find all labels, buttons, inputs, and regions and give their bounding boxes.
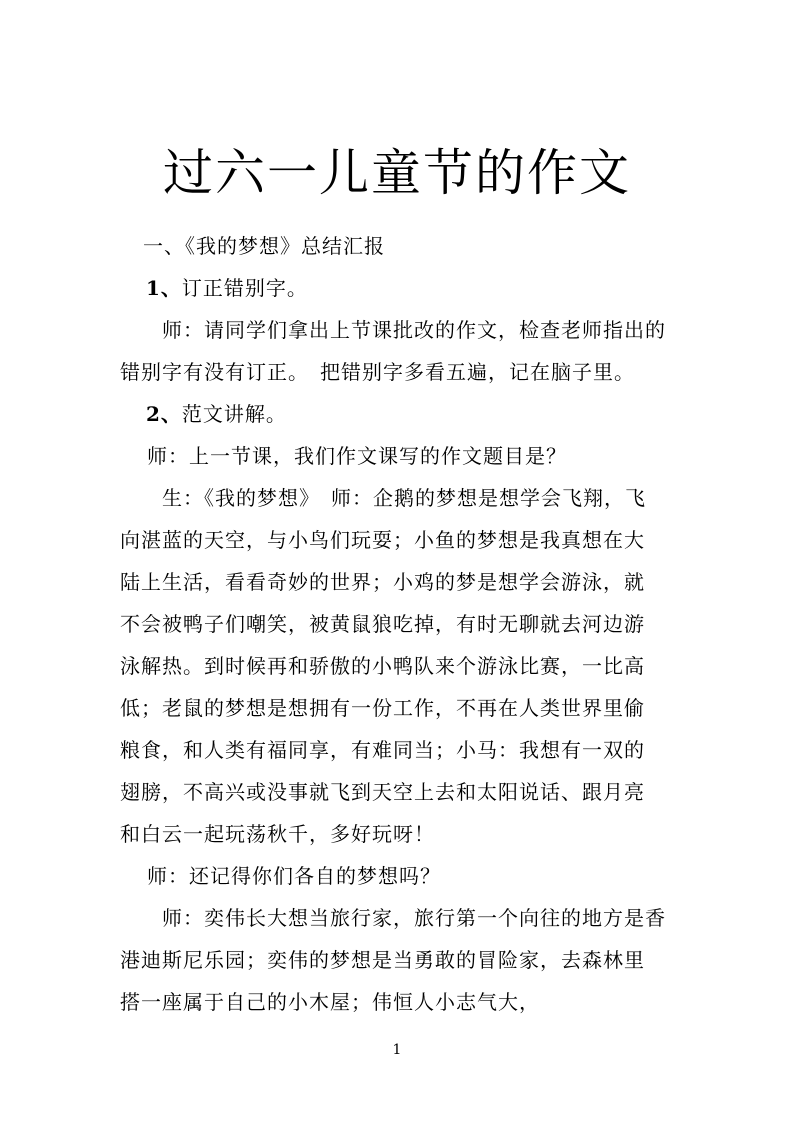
item-2-number: 2、 [146,402,182,426]
paragraph-5-line-2: 港迪斯尼乐园；奕伟的梦想是当勇敢的冒险家，去森林里 [120,948,645,972]
item-1-heading [146,274,308,302]
paragraph-3-line-2: 向湛蓝的天空，与小鸟们玩耍；小鱼的梦想是我真想在大 [120,528,645,552]
paragraph-1-line-2: 错别字有没有订正。 把错别字多看五遍，记在脑子里。 [120,360,635,384]
paragraph-3-line-9: 和白云一起玩荡秋千，多好玩呀！ [120,822,435,846]
paragraph-1-line-1: 师：请同学们拿出上节课批改的作文，检查老师指出的 [162,318,666,342]
document-title: 过六一儿童节的作文 [163,144,631,202]
paragraph-5-line-1: 师：奕伟长大想当旅行家，旅行第一个向往的地方是香 [162,906,666,930]
paragraph-2-line-1: 师：上一节课，我们作文课写的作文题目是？ [147,444,567,468]
paragraph-4-line-1: 师：还记得你们各自的梦想吗？ [147,864,441,888]
paragraph-3-line-7: 粮食，和人类有福同享，有难同当；小马：我想有一双的 [120,738,645,762]
item-2-text: 范文讲解。 [181,402,287,426]
paragraph-3-line-4: 不会被鸭子们嘲笑，被黄鼠狼吃掉，有时无聊就去河边游 [120,612,645,636]
paragraph-5-line-3: 搭一座属于自己的小木屋；伟恒人小志气大， [120,990,540,1014]
paragraph-3-line-8: 翅膀，不高兴或没事就飞到天空上去和太阳说话、跟月亮 [120,780,645,804]
item-1-text: 订正错别字。 [181,276,308,300]
section-heading: 一、《我的梦想》总结汇报 [143,234,385,258]
paragraph-3-line-5: 泳解热。到时候再和骄傲的小鸭队来个游泳比赛，一比高 [120,654,645,678]
page-number: 1 [392,1042,402,1058]
item-1-number: 1、 [146,276,182,300]
item-2-heading [146,400,287,428]
paragraph-3-line-3: 陆上生活，看看奇妙的世界；小鸡的梦是想学会游泳，就 [120,570,645,594]
paragraph-3-line-6: 低；老鼠的梦想是想拥有一份工作，不再在人类世界里偷 [120,696,645,720]
paragraph-3-line-1: 生：《我的梦想》 师：企鹅的梦想是想学会飞翔，飞 [162,486,646,510]
